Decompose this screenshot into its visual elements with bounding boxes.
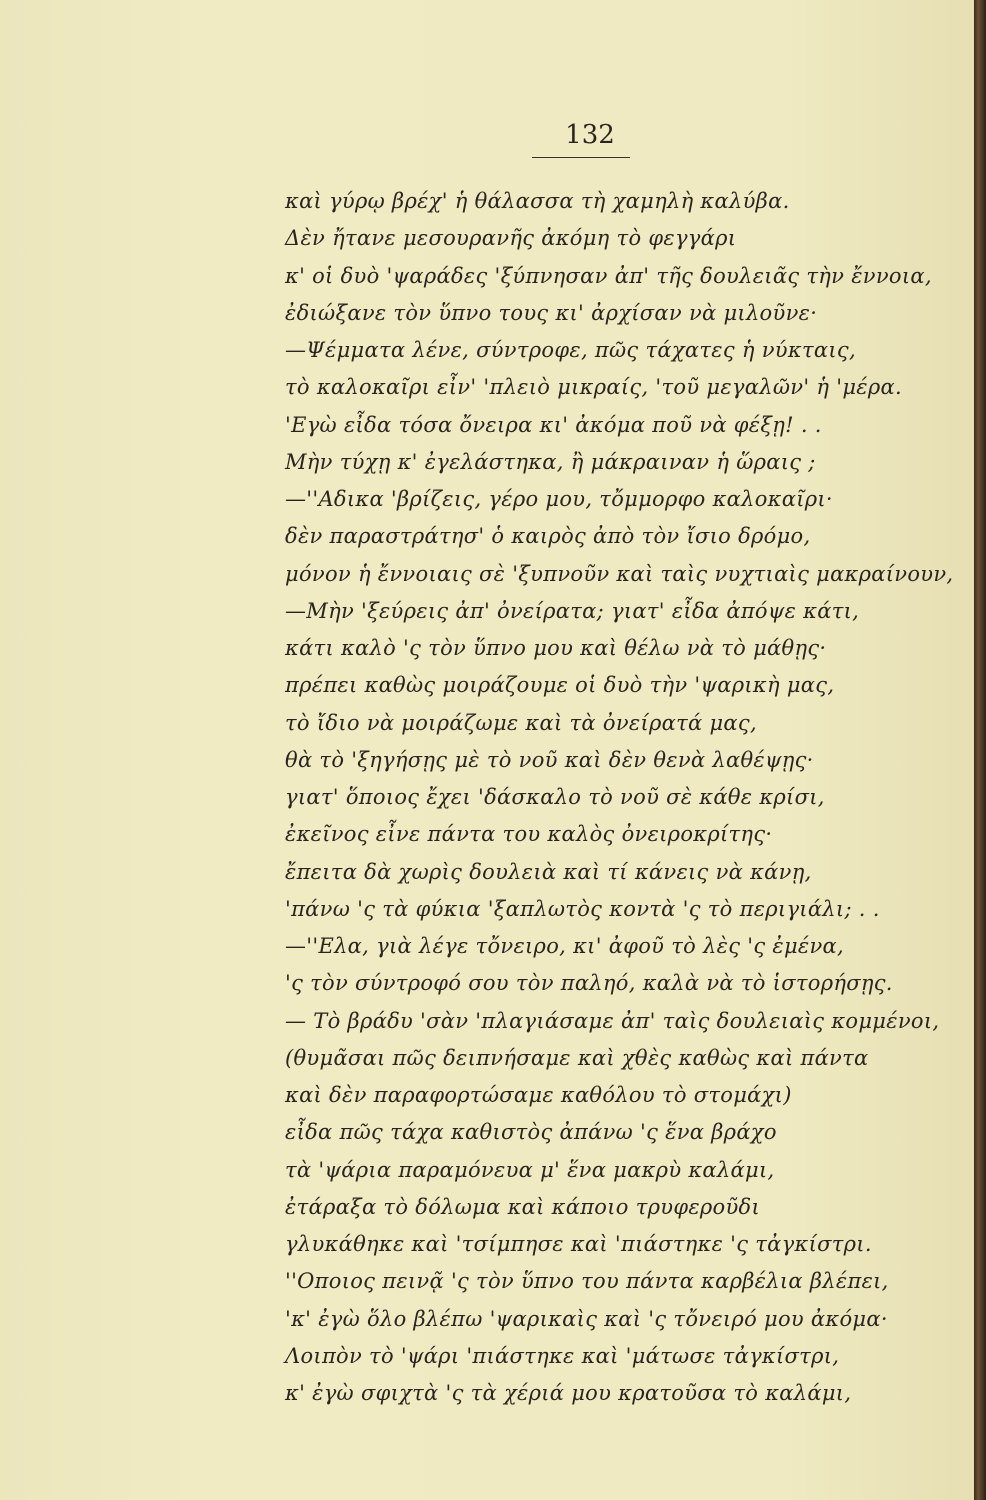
poem-line: καὶ δὲν παραφορτώσαμε καθόλου τὸ στομάχι) [285, 1083, 792, 1107]
poem-line: τὸ ἴδιο νὰ μοιράζωμε καὶ τὰ ὀνείρατά μας, [285, 710, 757, 735]
poem-line: πρέπει καθὼς μοιράζουμε οἱ δυὸ τὴν 'ψαρικὴ μας, [285, 673, 835, 698]
poem-line: Μὴν τύχῃ κ' ἐγελάστηκα, ἢ μάκραιναν ἡ ὥραις ; [285, 449, 816, 474]
poem-line: 'πάνω 'ς τὰ φύκια 'ξαπλωτὸς κοντὰ 'ς τὸ περιγιάλι; . . [285, 896, 880, 921]
poem-line: 'κ' ἐγὼ ὅλο βλέπω 'ψαρικαὶς καὶ 'ς τὄνειρό μου ἀκόμα· [285, 1306, 888, 1331]
poem-line: θὰ τὸ 'ξηγήσῃς μὲ τὸ νοῦ καὶ δὲν θενὰ λαθέψῃς· [285, 747, 814, 772]
poem-line: —Ψέμματα λένε, σύντροφε, πῶς τάχατες ἡ νύκταις, [285, 338, 856, 362]
poem-line: —''Ελα, γιὰ λέγε τὄνειρο, κι' ἀφοῦ τὸ λὲς 'ς ἐμένα, [285, 934, 844, 958]
poem-text [285, 183, 965, 1412]
poem-line: μόνον ἡ ἔννοιαις σὲ 'ξυπνοῦν καὶ ταὶς νυχτιαὶς μακραίνουν, [285, 561, 954, 586]
poem-line: κ' ἐγὼ σφιχτὰ 'ς τὰ χέριά μου κρατοῦσα τὸ καλάμι, [285, 1381, 852, 1405]
poem-line: τὸ καλοκαῖρι εἶν' 'πλειὸ μικραίς, 'τοῦ μεγαλῶν' ἡ 'μέρα. [285, 375, 902, 400]
poem-line: γιατ' ὅποιος ἔχει 'δάσκαλο τὸ νοῦ σὲ κάθε κρίσι, [285, 785, 825, 809]
page-number-rule [532, 157, 630, 158]
poem-line: 'ς τὸν σύντροφό σου τὸν παληό, καλὰ νὰ τὸ ἱστορήσῃς. [285, 971, 893, 996]
poem-line: ἐδιώξανε τὸν ὕπνο τους κι' ἀρχίσαν νὰ μιλοῦνε· [285, 300, 818, 325]
poem-line: Δὲν ἤτανε μεσουρανῆς ἀκόμη τὸ φεγγάρι [285, 226, 737, 251]
poem-line: δὲν παραστράτησ' ὁ καιρὸς ἀπὸ τὸν ἴσιο δρόμο, [285, 524, 811, 549]
poem-line: ἐτάραξα τὸ δόλωμα καὶ κάποιο τρυφεροῦδι [285, 1194, 761, 1219]
poem-line: κ' οἱ δυὸ 'ψαράδες 'ξύπνησαν ἀπ' τῆς δουλειᾶς τὴν ἔννοια, [285, 263, 932, 288]
poem-line: ἐκεῖνος εἶνε πάντα του καλὸς ὀνειροκρίτης· [285, 822, 773, 847]
poem-line: ''Οποιος πεινᾷ 'ς τὸν ὕπνο του πάντα καρβέλια βλέπει, [285, 1269, 889, 1294]
poem-line: ἔπειτα δὰ χωρὶς δουλειὰ καὶ τί κάνεις νὰ κάνῃ, [285, 859, 812, 884]
poem-line: 'Εγὼ εἶδα τόσα ὄνειρα κι' ἀκόμα ποῦ νὰ φέξῃ! . . [285, 412, 822, 437]
poem-line: εἶδα πῶς τάχα καθιστὸς ἀπάνω 'ς ἕνα βράχο [285, 1120, 777, 1145]
poem-line: γλυκάθηκε καὶ 'τσίμπησε καὶ 'πιάστηκε 'ς τἀγκίστρι. [285, 1232, 872, 1256]
poem-line: —Μὴν 'ξεύρεις ἀπ' ὀνείρατα; γιατ' εἶδα ἀπόψε κάτι, [285, 598, 860, 623]
poem-line: καὶ γύρῳ βρέχ' ἡ θάλασσα τὴ χαμηλὴ καλύβα. [285, 189, 790, 213]
poem-line: —''Αδικα 'βρίζεις, γέρο μου, τὄμμορφο καλοκαῖρι· [285, 487, 833, 511]
page-edge-shadow [974, 0, 986, 1500]
poem-line: — Τὸ βράδυ 'σὰν 'πλαγιάσαμε ἀπ' ταὶς δουλειαὶς κομμένοι, [285, 1008, 940, 1033]
poem-line: κάτι καλὸ 'ς τὸν ὕπνο μου καὶ θέλω νὰ τὸ μάθῃς· [285, 636, 827, 660]
page-number: 132 [565, 120, 615, 150]
poem-line: Λοιπὸν τὸ 'ψάρι 'πιάστηκε καὶ 'μάτωσε τἀγκίστρι, [285, 1343, 840, 1368]
poem-line: (θυμᾶσαι πῶς δειπνήσαμε καὶ χθὲς καθὼς καὶ πάντα [285, 1045, 869, 1070]
poem-line: τὰ 'ψάρια παραμόνευα μ' ἕνα μακρὺ καλάμι, [285, 1157, 775, 1182]
